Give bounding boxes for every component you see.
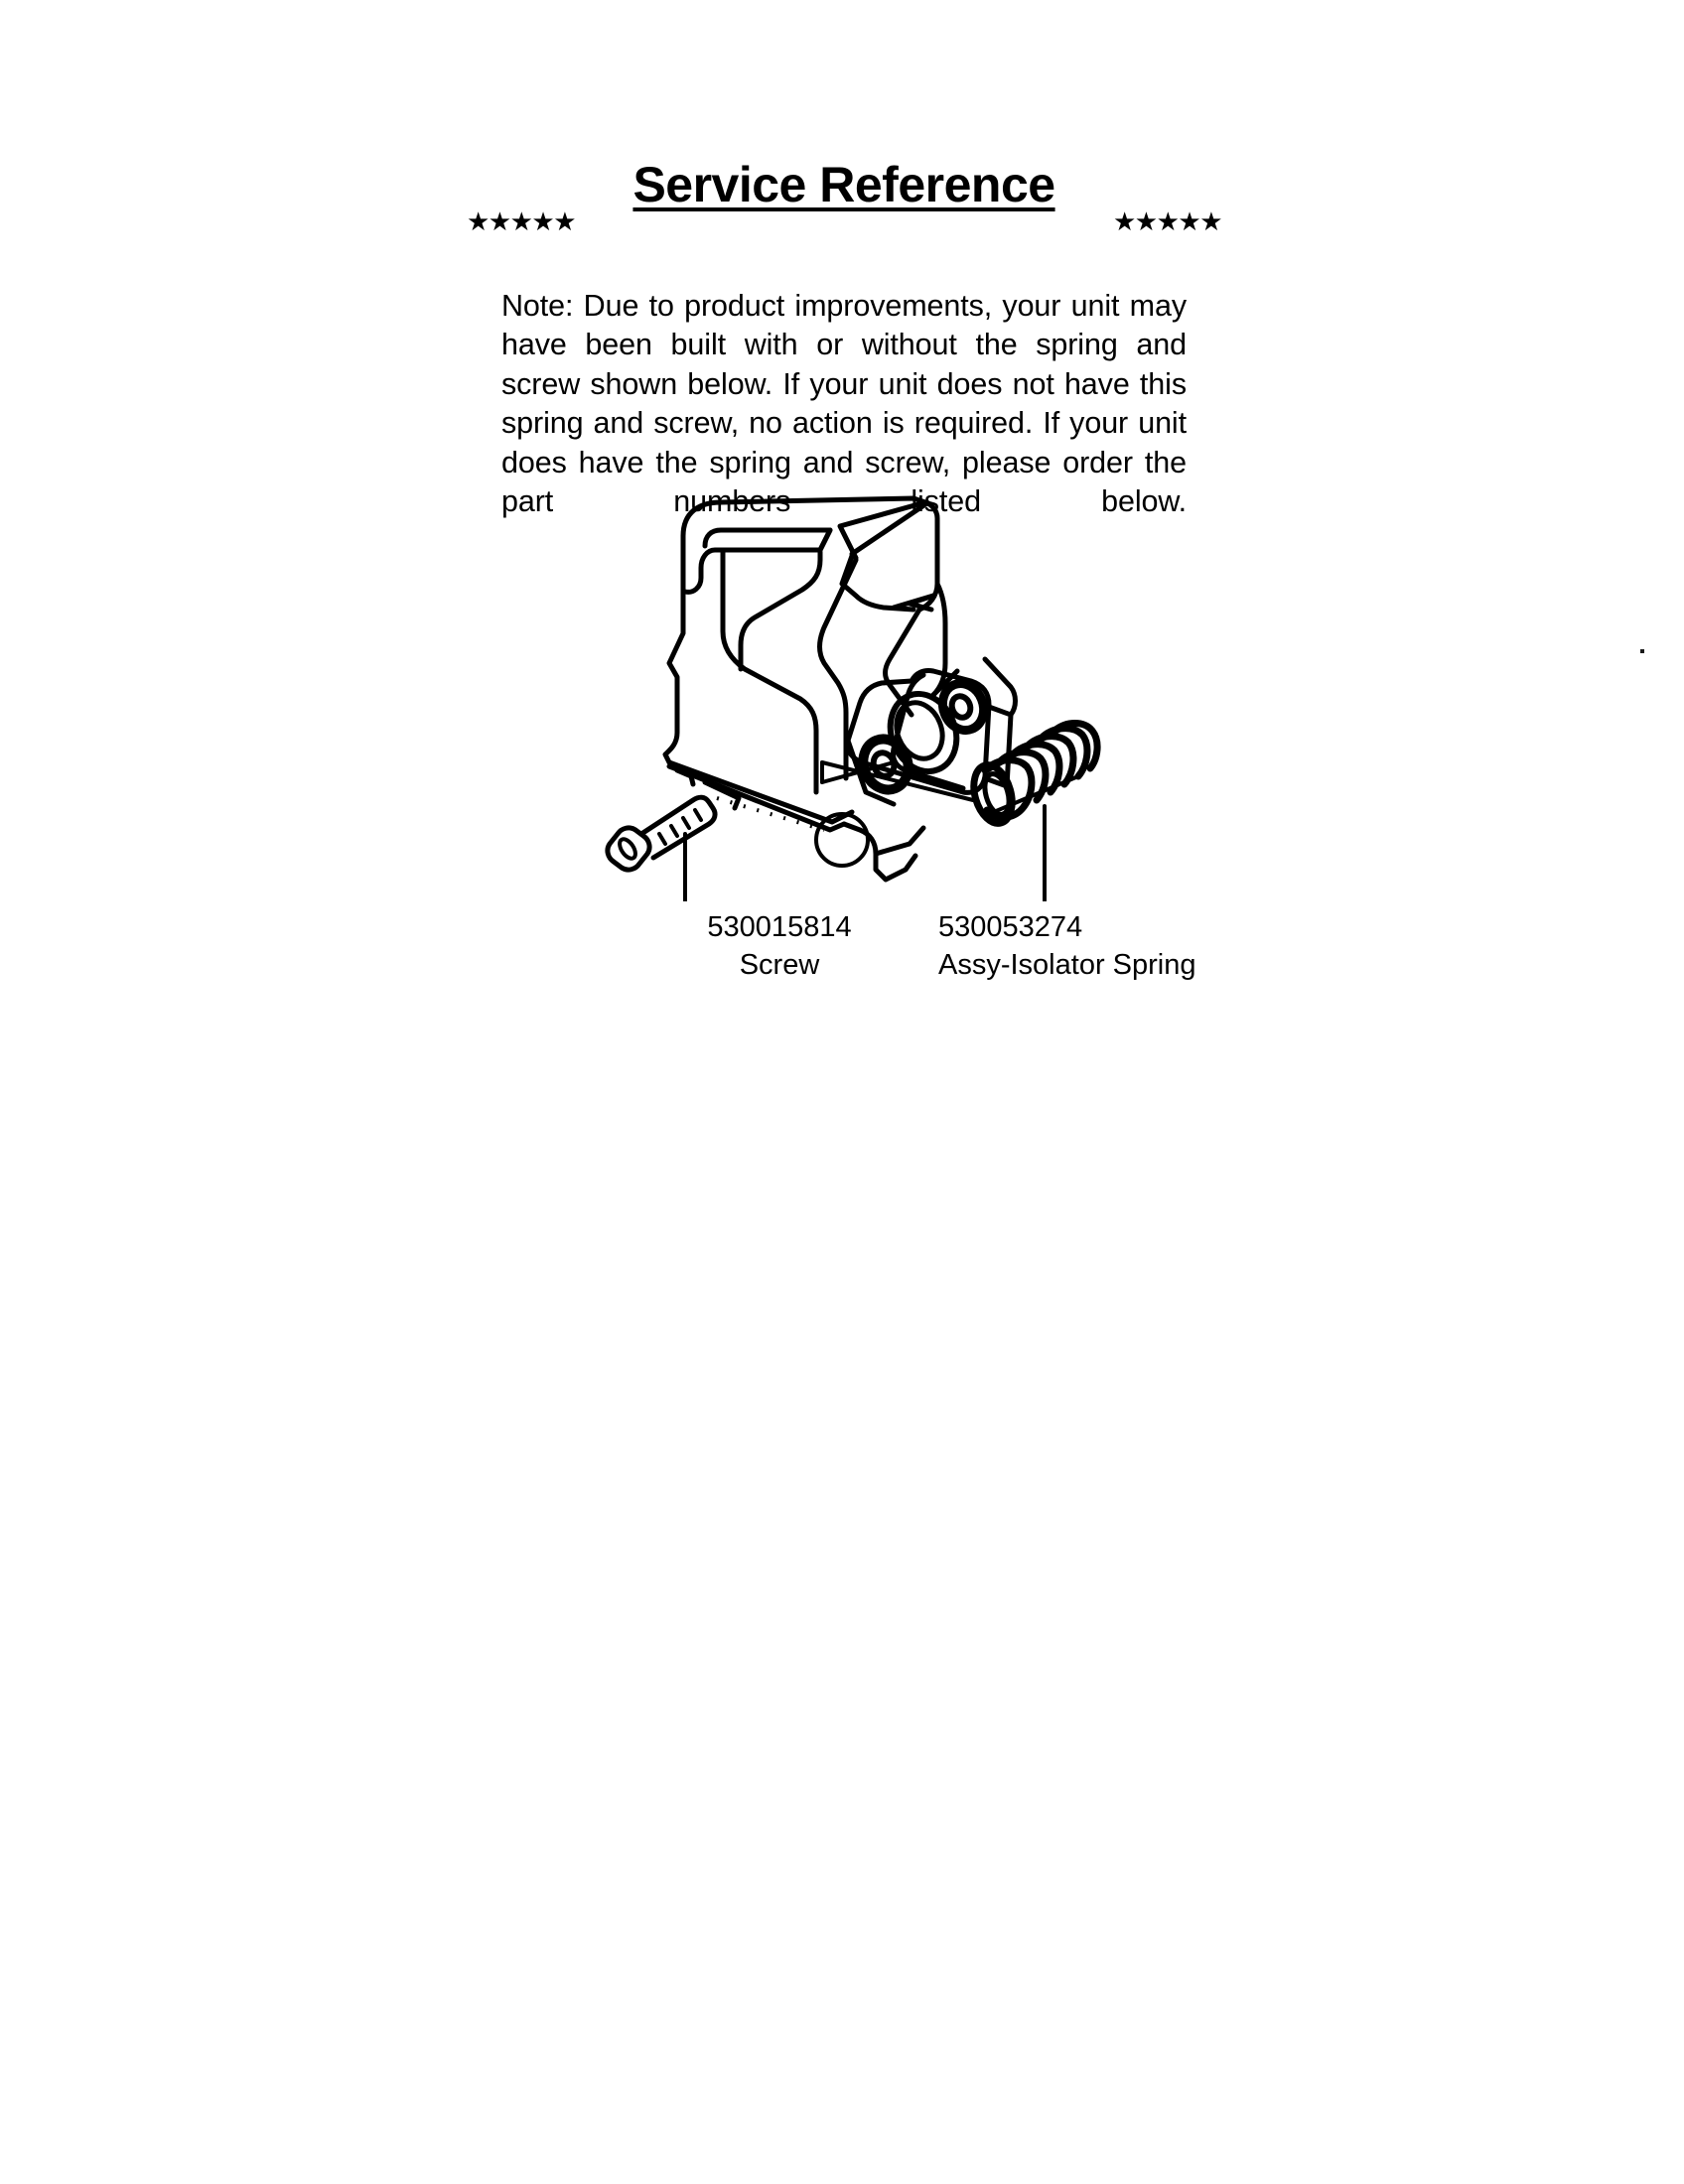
stars-right-decoration: ★★★★★: [1112, 207, 1221, 237]
service-note-text: Note: Due to product improvements, your unit may have been built with or without the spring and screw shown below. If your unit does not have this spring and screw, no action is required. If your unit does have the spring and screw, please order the part numbers listed below.: [501, 288, 1187, 518]
stars-left-decoration: ★★★★★: [467, 207, 576, 237]
bracket-center-rib-inner: [741, 552, 820, 669]
bracket-right-outer-wall: [933, 584, 945, 695]
page-title: Service Reference: [632, 156, 1055, 212]
document-header: [467, 156, 1221, 242]
part-label-screw: [665, 908, 894, 984]
base-screw-hole: [816, 814, 868, 866]
screw-part: [608, 797, 715, 870]
technical-illustration: [596, 465, 1112, 901]
scan-speck-artifact: [1640, 649, 1644, 653]
bracket-right-top-edge: [919, 502, 937, 610]
handle-slot-end: [820, 530, 830, 550]
part-label-isolator-spring: [938, 908, 1196, 984]
part-number-screw: 530015814: [707, 911, 852, 943]
part-number-isolator-spring: 530053274: [938, 911, 1083, 943]
bracket-assembly-drawing: [596, 465, 1112, 901]
bracket-left-outline: [665, 536, 683, 762]
part-description-isolator-spring: Assy-Isolator Spring: [938, 949, 1196, 981]
screw-shank: [641, 797, 715, 858]
part-description-screw: Screw: [739, 949, 820, 981]
bracket-base-chamfer: [876, 828, 923, 854]
